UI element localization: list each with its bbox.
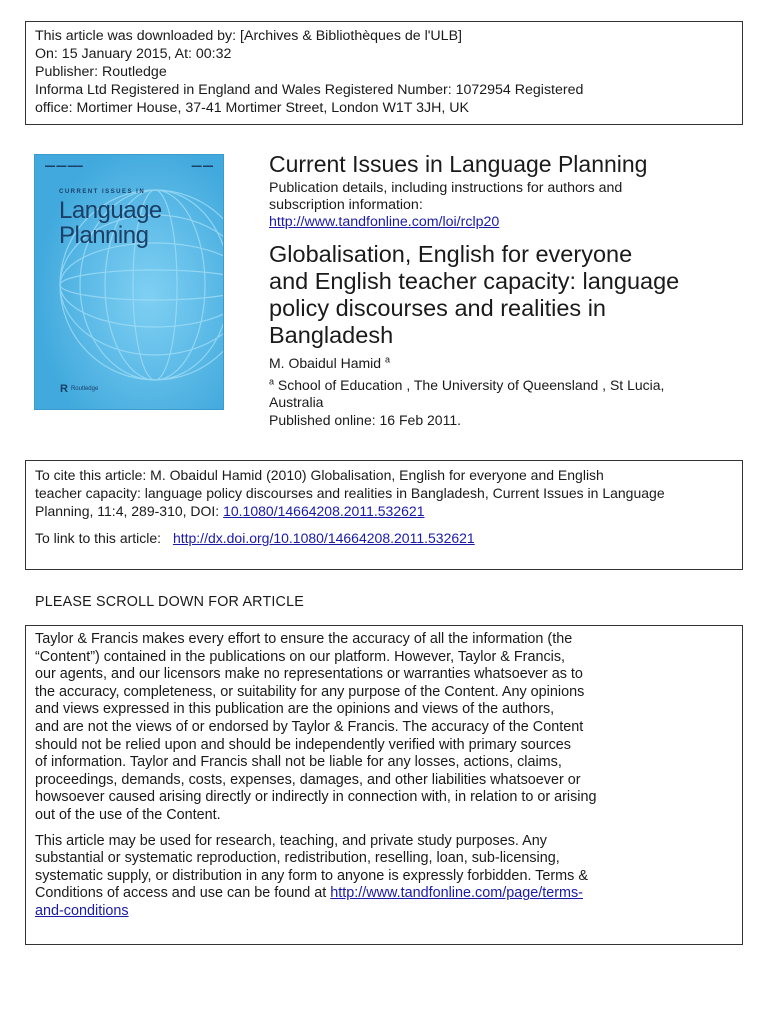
terms-link-continued[interactable]: and-conditions — [35, 902, 129, 919]
download-line: This article was downloaded by: [Archives & Bibliothèques de l'ULB] — [35, 28, 462, 44]
journal-cover-image — [34, 154, 224, 410]
doi-link[interactable]: 10.1080/14664208.2011.532621 — [223, 503, 425, 519]
terms-link[interactable]: http://www.tandfonline.com/page/terms- — [330, 885, 583, 902]
affiliation-superscript: a — [269, 375, 275, 386]
link-label: To link to this article: — [35, 530, 165, 546]
journal-url-link[interactable]: http://www.tandfonline.com/loi/rclp20 — [269, 214, 500, 230]
download-line: Informa Ltd Registered in England and Wales Registered Number: 1072954 Registered — [35, 82, 584, 98]
download-line: Publisher: Routledge — [35, 64, 167, 80]
author-name: M. Obaidul Hamid — [269, 355, 382, 371]
journal-title: Current Issues in Language Planning — [269, 151, 648, 177]
download-notice-box — [25, 21, 743, 125]
scroll-down-notice: PLEASE SCROLL DOWN FOR ARTICLE — [35, 594, 304, 610]
cover-volume-info: ▬▬ ▬▬ ▬▬▬ — [45, 163, 83, 169]
published-date: Published online: 16 Feb 2011. — [269, 411, 461, 428]
routledge-r-icon: R — [60, 383, 68, 395]
article-doi-url-link[interactable]: http://dx.doi.org/10.1080/14664208.2011.532621 — [172, 530, 475, 546]
article-header — [269, 150, 739, 429]
citation-line: To cite this article: M. Obaidul Hamid (2010) Globalisation, English for everyone and English — [35, 467, 604, 483]
citation-box — [25, 460, 743, 570]
cover-issn-info: ▬▬ ▬▬ — [191, 163, 213, 169]
author-info — [269, 355, 739, 429]
article-title: Globalisation, English for everyone and English teacher capacity: language policy discourses and realities in Bangladesh — [269, 241, 680, 348]
affiliation: School of Education , The University of Queensland , St Lucia, — [277, 376, 665, 393]
citation-line: teacher capacity: language policy discourses and realities in Bangladesh, Current Issues in Language — [35, 485, 665, 501]
disclaimer-paragraph: Taylor & Francis makes every effort to ensure the accuracy of all the information (the “Content”) contained in the publications on our platform. However, Taylor & Francis, our agents, and our licensors make no representations or warranties whatsoever as to the accuracy, completeness, or suitability for any purpose of the Content. Any opinions and views expressed in this publication are the opinions and views of the authors, and are not the views of or endorsed by Taylor & Francis. The accuracy of the Content should not be relied upon and should be independently verified with primary sources of information. Taylor and Francis shall not be liable for any losses, actions, claims, proceedings, demands, costs, expenses, damages, and other liabilities whatsoever or howsoever caused arising directly or indirectly in connection with, in relation to or arising out of the use of the Content. — [35, 631, 597, 823]
cover-title: Language Planning — [59, 197, 162, 249]
cover-series: CURRENT ISSUES IN — [59, 189, 146, 195]
download-line: On: 15 January 2015, At: 00:32 — [35, 46, 232, 62]
author-superscript: a — [384, 354, 390, 365]
publication-details: Publication details, including instructions for authors and subscription information: http://www.tandfonline.com/loi/rclp20 — [269, 180, 739, 231]
citation-line: Planning, 11:4, 289-310, DOI: — [35, 503, 224, 519]
download-line: office: Mortimer House, 37-41 Mortimer Street, London W1T 3JH, UK — [35, 100, 469, 116]
affiliation-country: Australia — [269, 394, 324, 410]
terms-paragraph: This article may be used for research, teaching, and private study purposes. Any substantial or systematic reproduction, redistribution, reselling, loan, sub-licensing, systematic supply, or distribution in any form to anyone is expressly forbidden. Terms & Conditions of access and use can be found at http://www.tandfonline.com/page/terms- and-conditions — [35, 833, 733, 921]
routledge-logo: R Routledge — [60, 383, 99, 395]
disclaimer-box — [25, 625, 743, 945]
